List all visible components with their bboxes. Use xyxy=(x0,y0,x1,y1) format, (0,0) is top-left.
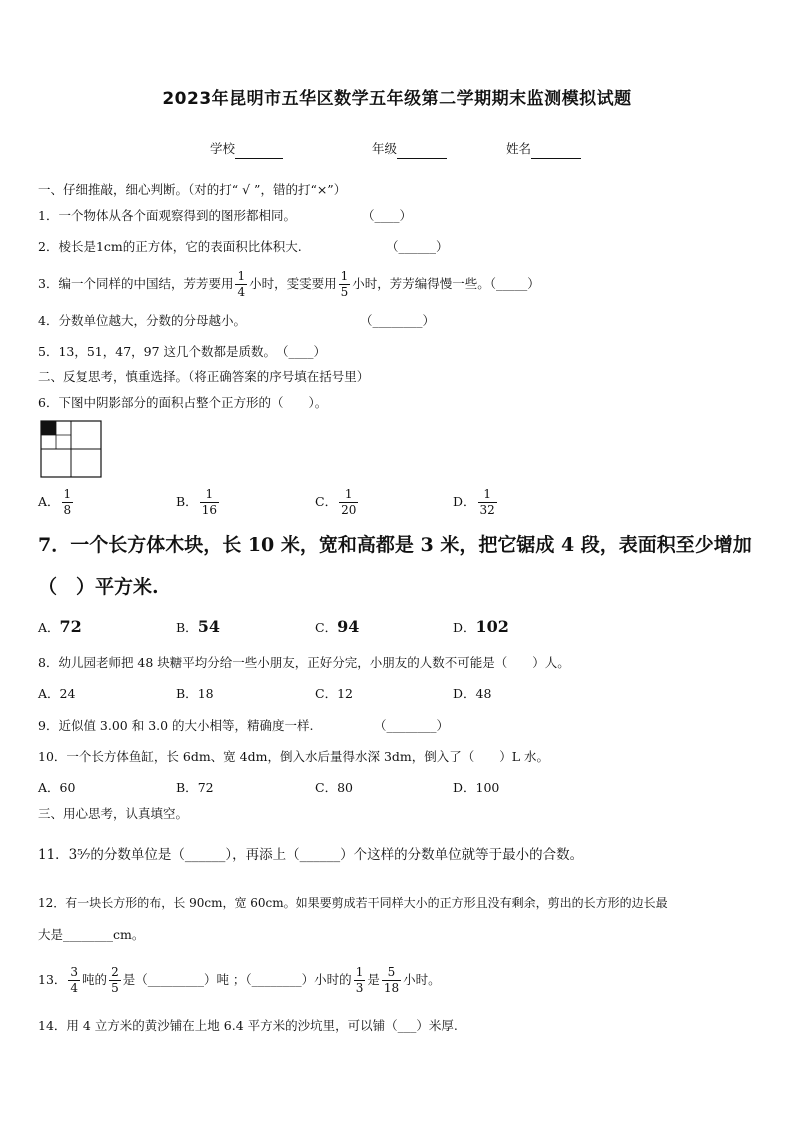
question-7-line-1: 7．一个长方体木块，长 10 米，宽和高都是 3 米，把它锯成 4 段，表面积至少增加 xyxy=(38,534,752,556)
fraction: $\frac{2}{5}$ xyxy=(111,965,119,995)
name-field[interactable] xyxy=(506,140,581,159)
school-blank[interactable] xyxy=(235,140,283,159)
section-2-heading: 二、反复思考，慎重选择。（将正确答案的序号填在括号里） xyxy=(38,369,370,384)
question-1: 1．一个物体从各个面观察得到的图形都相同。 xyxy=(38,208,296,223)
question-12-line-2: 大是________cm。 xyxy=(38,927,145,942)
q8-option-b[interactable]: B．18 xyxy=(176,686,214,701)
question-1-answer[interactable]: （____） xyxy=(362,208,413,223)
q6-option-c[interactable]: C． $\frac{1}{20}$ xyxy=(315,487,357,517)
shaded-square-figure xyxy=(40,420,102,478)
question-9-answer[interactable]: （________） xyxy=(374,718,450,733)
fraction: $\frac{1}{4}$ xyxy=(237,269,246,299)
question-6: 6．下图中阴影部分的面积占整个正方形的（ ）。 xyxy=(38,395,328,410)
q10-option-c[interactable]: C．80 xyxy=(315,780,353,795)
fraction: $\frac{1}{5}$ xyxy=(340,269,349,299)
school-field[interactable] xyxy=(210,140,283,159)
grade-label: 年级 xyxy=(372,141,398,156)
question-13: 13． $\frac{3}{4}$ 吨的 $\frac{2}{5}$ 是（_________）吨 ；（________）小时的 $\frac{1}{3}$ 是 $\frac{5}{18}$ 小时。 xyxy=(38,965,441,995)
question-12-line-1: 12．有一块长方形的布，长 90cm，宽 60cm。如果要剪成若干同样大小的正方形且没有剩余，剪出的长方形的边长最 xyxy=(38,896,668,910)
school-label: 学校 xyxy=(210,141,236,156)
fraction: $\frac{1}{3}$ xyxy=(355,965,364,995)
q6-option-a[interactable]: A． $\frac{1}{8}$ xyxy=(38,487,72,517)
q7-option-c[interactable]: C．94 xyxy=(315,617,360,636)
q6-option-b[interactable]: B． $\frac{1}{16}$ xyxy=(176,487,217,517)
question-7-line-2: （ ）平方米. xyxy=(38,576,159,598)
question-11: 11．3⁵⁄₇的分数单位是（______），再添上（______）个这样的分数单位就等于最小的合数。 xyxy=(38,847,584,863)
name-label: 姓名 xyxy=(506,141,532,156)
section-1-heading: 一、仔细推敲，细心判断。（对的打“ √ ”，错的打“×”） xyxy=(38,182,347,197)
question-14: 14．用 4 立方米的黄沙铺在上地 6.4 平方米的沙坑里，可以铺（___）米厚. xyxy=(38,1018,458,1033)
question-10: 10．一个长方体鱼缸，长 6dm、宽 4dm，倒入水后量得水深 3dm，倒入了（ ）L 水。 xyxy=(38,749,550,764)
q8-option-d[interactable]: D．48 xyxy=(453,686,492,701)
page-title: 2023年昆明市五华区数学五年级第二学期期末监测模拟试题 xyxy=(162,89,632,109)
q6-option-d[interactable]: D． $\frac{1}{32}$ xyxy=(453,487,495,517)
q8-option-a[interactable]: A．24 xyxy=(38,686,76,701)
q7-option-a[interactable]: A．72 xyxy=(38,617,82,636)
question-9: 9．近似值 3.00 和 3.0 的大小相等，精确度一样. xyxy=(38,718,314,733)
name-blank[interactable] xyxy=(531,140,581,159)
question-2: 2．棱长是1cm的正方体，它的表面积比体积大. xyxy=(38,239,302,254)
question-5: 5．13，51，47，97 这几个数都是质数。 （____） xyxy=(38,344,327,359)
question-4: 4．分数单位越大，分数的分母越小。 xyxy=(38,313,246,328)
q7-option-b[interactable]: B．54 xyxy=(176,617,220,636)
question-3: 3．编一个同样的中国结，芳芳要用 $\frac{1}{4}$ 小时，雯雯要用 $\frac{1}{5}$ 小时，芳芳编得慢一些。（_____） xyxy=(38,269,540,299)
q8-option-c[interactable]: C．12 xyxy=(315,686,353,701)
grade-field[interactable] xyxy=(372,140,447,159)
grade-blank[interactable] xyxy=(397,140,447,159)
fraction: $\frac{3}{4}$ xyxy=(70,965,79,995)
question-2-answer[interactable]: （______） xyxy=(386,239,449,254)
section-3-heading: 三、用心思考，认真填空。 xyxy=(38,806,189,821)
question-4-answer[interactable]: （________） xyxy=(360,313,436,328)
q7-option-d[interactable]: D．102 xyxy=(453,617,509,636)
q10-option-a[interactable]: A．60 xyxy=(38,780,76,795)
question-8: 8．幼儿园老师把 48 块糖平均分给一些小朋友，正好分完，小朋友的人数不可能是（ ）人。 xyxy=(38,655,570,670)
q10-option-d[interactable]: D．100 xyxy=(453,780,500,795)
q10-option-b[interactable]: B．72 xyxy=(176,780,214,795)
fraction: $\frac{5}{18}$ xyxy=(383,965,400,995)
